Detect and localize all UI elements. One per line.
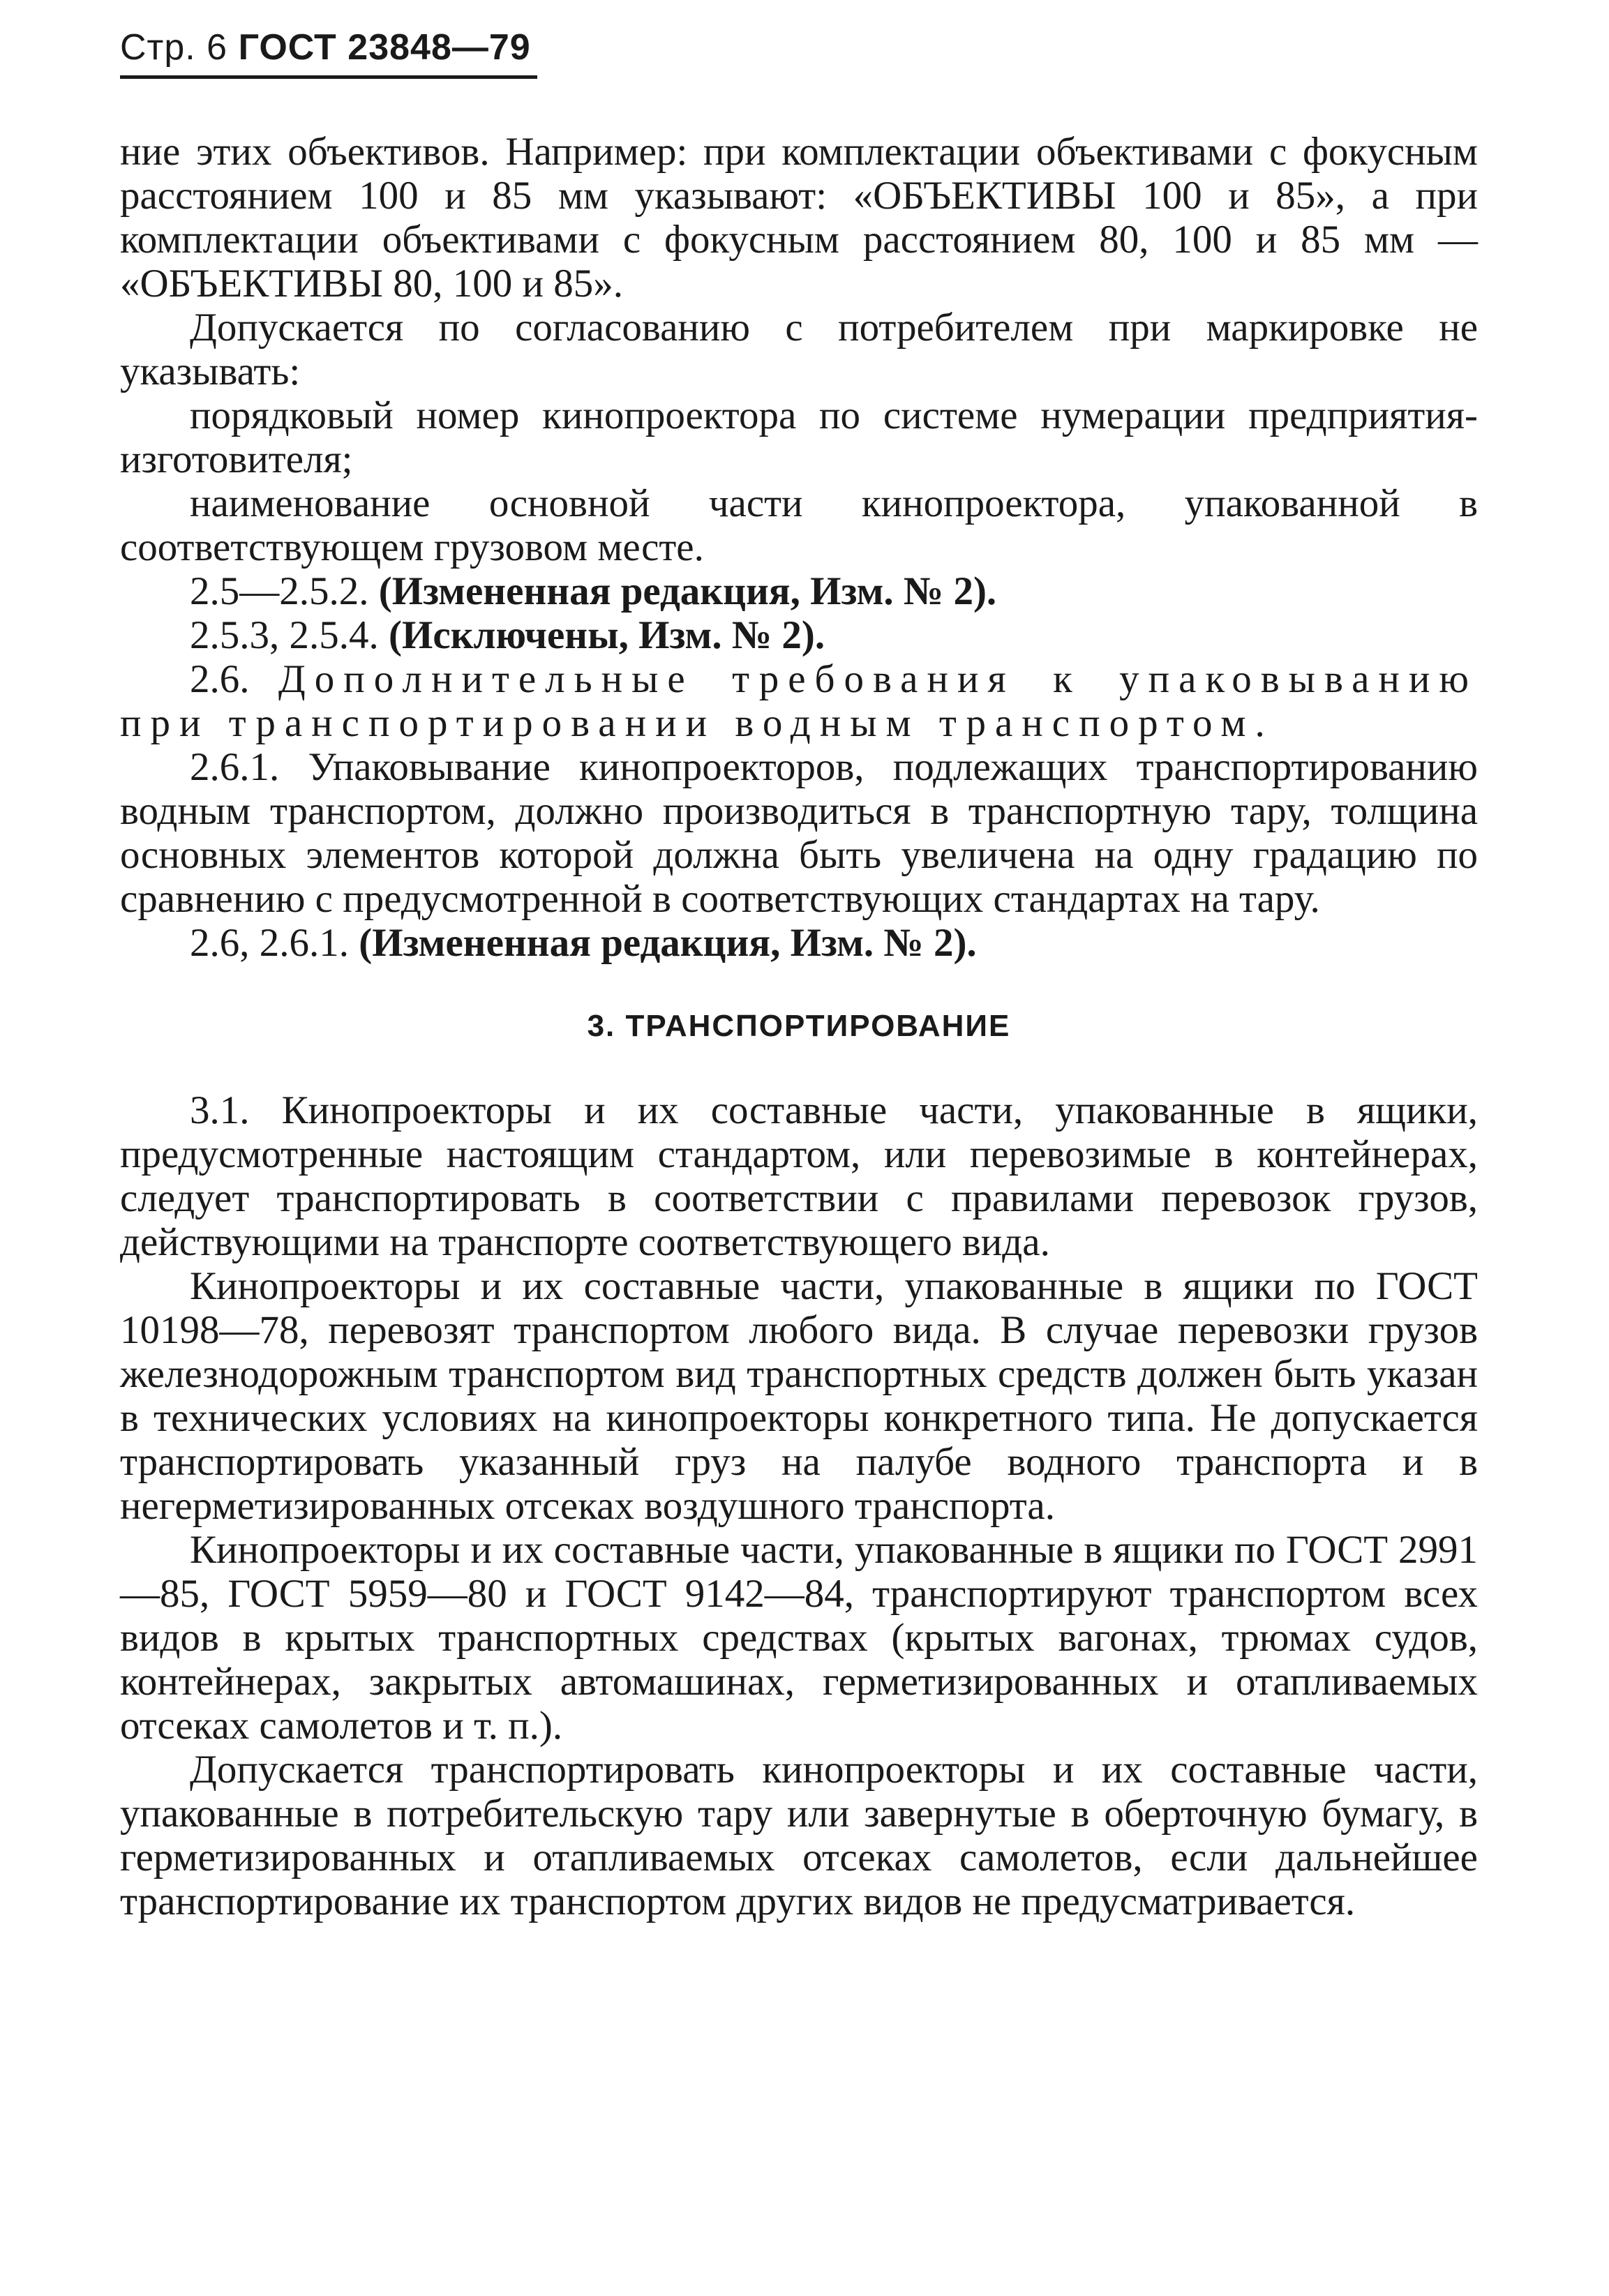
paragraph-continuation: ние этих объективов. Например: при комплектации объективами с фокусным расстоянием 100 и 85 мм указывают: «ОБЪЕКТИВЫ 100 и 85», а при комплектации объективами с фокусным расстоянием 80, 100 и 85 мм — «ОБЪЕКТИВЫ 80, 100 и 85». [120, 130, 1478, 306]
paragraph: 2.6.1. Упаковывание кинопроекторов, подлежащих транспортированию водным транспортом, должно производиться в транспортную тару, толщина основных элементов которой должна быть увеличена на одну градацию по сравнению с предусмотренной в соответствующих стандартах на тару. [120, 745, 1478, 921]
paragraph: Кинопроекторы и их составные части, упакованные в ящики по ГОСТ 10198—78, перевозят транспортом любого вида. В случае перевозки грузов железнодорожным транспортом вид транспортных средств должен быть указан в технических условиях на кинопроекторы конкретного типа. Не допускается транспортировать указанный груз на палубе водного транспорта и в негерметизированных отсеках воздушного транспорта. [120, 1264, 1478, 1528]
list-item: наименование основной части кинопроектора, упакованной в соответствующем грузовом месте. [120, 481, 1478, 569]
list-item: порядковый номер кинопроектора по системе нумерации предприятия-изготовителя; [120, 393, 1478, 481]
amendment-note [120, 921, 1478, 965]
amendment-text: (Исключены, Изм. № 2). [389, 613, 825, 657]
page-number: Стр. 6 [120, 27, 228, 68]
amendment-text: (Измененная редакция, Изм. № 2). [378, 569, 997, 613]
section-title: 3. ТРАНСПОРТИРОВАНИЕ [587, 1009, 1011, 1043]
amendment-text: (Измененная редакция, Изм. № 2). [359, 921, 977, 965]
document-body [120, 130, 1478, 1923]
header-rule [120, 75, 537, 79]
paragraph: 3.1. Кинопроекторы и их составные части, упакованные в ящики, предусмотренные настоящим стандартом, или перевозимые в контейнерах, следует транспортировать в соответствии с правилами перевозок грузов, действующими на транспорте соответствующего вида. [120, 1088, 1478, 1264]
clause-number: 2.6. [190, 657, 250, 701]
amendment-note [120, 613, 1478, 657]
paragraph: Кинопроекторы и их составные части, упакованные в ящики по ГОСТ 2991—85, ГОСТ 5959—80 и ГОСТ 9142—84, транспортируют транспортом всех видов в крытых транспортных средствах (крытых вагонах, трюмах судов, контейнерах, закрытых автомашинах, герметизированных и отапливаемых отсеках самолетов и т. п.). [120, 1528, 1478, 1748]
clause-number: 2.5.3, 2.5.4. [190, 613, 379, 657]
standard-designation: ГОСТ 23848—79 [238, 27, 531, 68]
clause-heading [120, 657, 1478, 745]
amendment-note [120, 569, 1478, 613]
clause-title: Дополнительные требования к упаковыванию при транспортировании водным транспортом. [120, 657, 1479, 745]
page-header [120, 27, 531, 68]
clause-number: 2.5—2.5.2. [190, 569, 369, 613]
paragraph: Допускается по согласованию с потребителем при маркировке не указывать: [120, 306, 1478, 393]
clause-number: 2.6, 2.6.1. [190, 921, 349, 965]
paragraph: Допускается транспортировать кинопроекторы и их составные части, упакованные в потребительскую тару или завернутые в оберточную бумагу, в герметизированных и отапливаемых отсеках самолетов, если дальнейшее транспортирование их транспортом других видов не предусматривается. [120, 1748, 1478, 1923]
